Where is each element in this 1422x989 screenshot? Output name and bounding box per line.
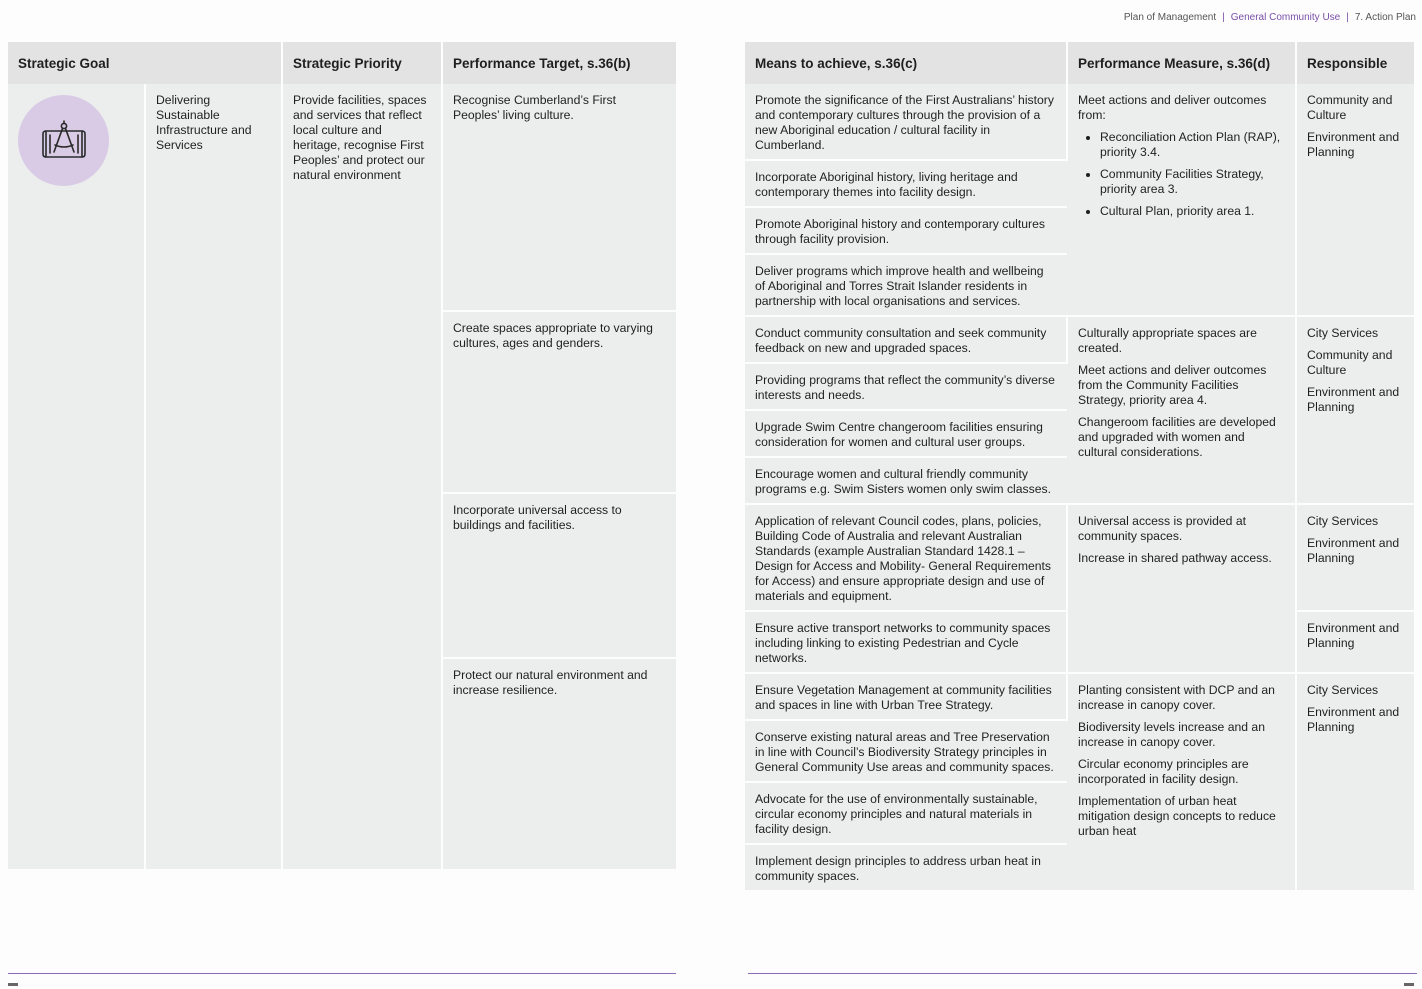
- header-chapter: 7. Action Plan: [1354, 12, 1416, 23]
- means-item: Encourage women and cultural friendly community programs e.g. Swim Sisters women only swim classes.: [745, 457, 1067, 504]
- responsible-item: Environment and Planning: [1307, 705, 1400, 734]
- header-strategic-goal: Strategic Goal: [8, 42, 282, 84]
- compass-blueprint-icon: [18, 95, 109, 186]
- means-item: Conserve existing natural areas and Tree Preservation in line with Council’s Biodiversity Strategy principles in General Community Use areas and community spaces.: [745, 720, 1067, 782]
- measure-item: Changeroom facilities are developed and upgraded with women and cultural considerations.: [1078, 415, 1276, 459]
- responsible-item: City Services: [1307, 683, 1379, 697]
- goal-icon-cell: [8, 84, 145, 870]
- measure-intro: Meet actions and deliver outcomes from:: [1078, 93, 1267, 122]
- means-item: Promote Aboriginal history and contemporary cultures through facility provision.: [745, 207, 1067, 254]
- performance-target-4: Protect our natural environment and increase resilience.: [442, 658, 676, 870]
- footer-rule-right: [748, 973, 1417, 974]
- responsible-item: Environment and Planning: [1307, 536, 1400, 565]
- page-number-right: [1404, 983, 1414, 986]
- performance-measure-cell: [1067, 316, 1296, 504]
- measure-item: Increase in shared pathway access.: [1078, 551, 1272, 565]
- measure-item: Culturally appropriate spaces are created.: [1078, 326, 1257, 355]
- means-item: Incorporate Aboriginal history, living heritage and contemporary themes into facility design.: [745, 160, 1067, 207]
- performance-measure-cell: [1067, 673, 1296, 891]
- means-item: Conduct community consultation and seek community feedback on new and upgraded spaces.: [745, 316, 1067, 363]
- strategy-table-left: [8, 42, 676, 871]
- responsible-item: City Services: [1307, 514, 1379, 528]
- measure-item: Circular economy principles are incorporated in facility design.: [1078, 757, 1249, 786]
- responsible-item: Environment and Planning: [1307, 621, 1400, 650]
- means-item: Providing programs that reflect the community’s diverse interests and needs.: [745, 363, 1067, 410]
- header-section: General Community Use: [1230, 12, 1341, 23]
- measure-bullet: • Reconciliation Action Plan (RAP), priority 3.4.: [1100, 130, 1285, 160]
- responsible-cell: [1296, 504, 1414, 611]
- means-item: Application of relevant Council codes, plans, policies, Building Code of Australia and relevant Australian Standards (example Australian Standard 1428.1 – Design for Access and Mobility- General Requirements for Access) and ensure appropriate design and use of materials and equipment.: [745, 504, 1067, 611]
- performance-measure-cell: [1067, 504, 1296, 673]
- page-number-left: [8, 983, 18, 986]
- footer-rule-left: [8, 973, 676, 974]
- responsible-cell: [1296, 673, 1414, 891]
- measure-item: Implementation of urban heat mitigation design concepts to reduce urban heat: [1078, 794, 1276, 838]
- performance-measure-cell: [1067, 84, 1296, 316]
- performance-target-3: Incorporate universal access to buildings and facilities.: [442, 493, 676, 658]
- measure-item: Universal access is provided at community spaces.: [1078, 514, 1246, 543]
- means-item: Ensure active transport networks to community spaces including linking to existing Pedestrian and Cycle networks.: [745, 611, 1067, 673]
- strategic-priority-text: Provide facilities, spaces and services that reflect local culture and heritage, recognise First Peoples’ and protect our natural environment: [282, 84, 442, 870]
- header-means-to-achieve: Means to achieve, s.36(c): [745, 42, 1067, 84]
- means-item: Deliver programs which improve health and wellbeing of Aboriginal and Torres Strait Islander residents in partnership with local organisations and services.: [745, 254, 1067, 316]
- strategic-goal-text: Delivering Sustainable Infrastructure and Services: [145, 84, 282, 870]
- measure-bullet: • Community Facilities Strategy, priority area 3.: [1100, 167, 1285, 197]
- responsible-item: Community and Culture: [1307, 93, 1393, 122]
- header-performance-measure: Performance Measure, s.36(d): [1067, 42, 1296, 84]
- strategy-table-right: [745, 42, 1414, 892]
- header-responsible: Responsible: [1296, 42, 1414, 84]
- measure-item: Planting consistent with DCP and an increase in canopy cover.: [1078, 683, 1275, 712]
- header-doc-type: Plan of Management: [1123, 12, 1217, 23]
- header-performance-target: Performance Target, s.36(b): [442, 42, 676, 84]
- responsible-cell: [1296, 84, 1414, 316]
- means-item: Ensure Vegetation Management at community facilities and spaces in line with Urban Tree Strategy.: [745, 673, 1067, 720]
- means-item: Implement design principles to address urban heat in community spaces.: [745, 844, 1067, 891]
- responsible-cell: [1296, 611, 1414, 673]
- means-item: Upgrade Swim Centre changeroom facilities ensuring consideration for women and cultural user groups.: [745, 410, 1067, 457]
- responsible-item: Community and Culture: [1307, 348, 1393, 377]
- header-strategic-priority: Strategic Priority: [282, 42, 442, 84]
- performance-target-2: Create spaces appropriate to varying cultures, ages and genders.: [442, 311, 676, 493]
- means-item: Promote the significance of the First Australians’ history and contemporary cultures through the provision of a new Aboriginal education / cultural facility in Cumberland.: [745, 84, 1067, 160]
- running-header: Plan of Management | General Community Use | 7. Action Plan: [1123, 12, 1416, 23]
- responsible-cell: [1296, 316, 1414, 504]
- responsible-item: Environment and Planning: [1307, 385, 1400, 414]
- measure-bullet: • Cultural Plan, priority area 1.: [1100, 204, 1285, 219]
- performance-target-1: Recognise Cumberland’s First Peoples’ living culture.: [442, 84, 676, 311]
- measure-item: Biodiversity levels increase and an increase in canopy cover.: [1078, 720, 1265, 749]
- measure-item: Meet actions and deliver outcomes from the Community Facilities Strategy, priority area 4.: [1078, 363, 1267, 407]
- responsible-item: Environment and Planning: [1307, 130, 1400, 159]
- responsible-item: City Services: [1307, 326, 1379, 340]
- measure-list: [1078, 130, 1285, 219]
- means-item: Advocate for the use of environmentally sustainable, circular economy principles and natural materials in facility design.: [745, 782, 1067, 844]
